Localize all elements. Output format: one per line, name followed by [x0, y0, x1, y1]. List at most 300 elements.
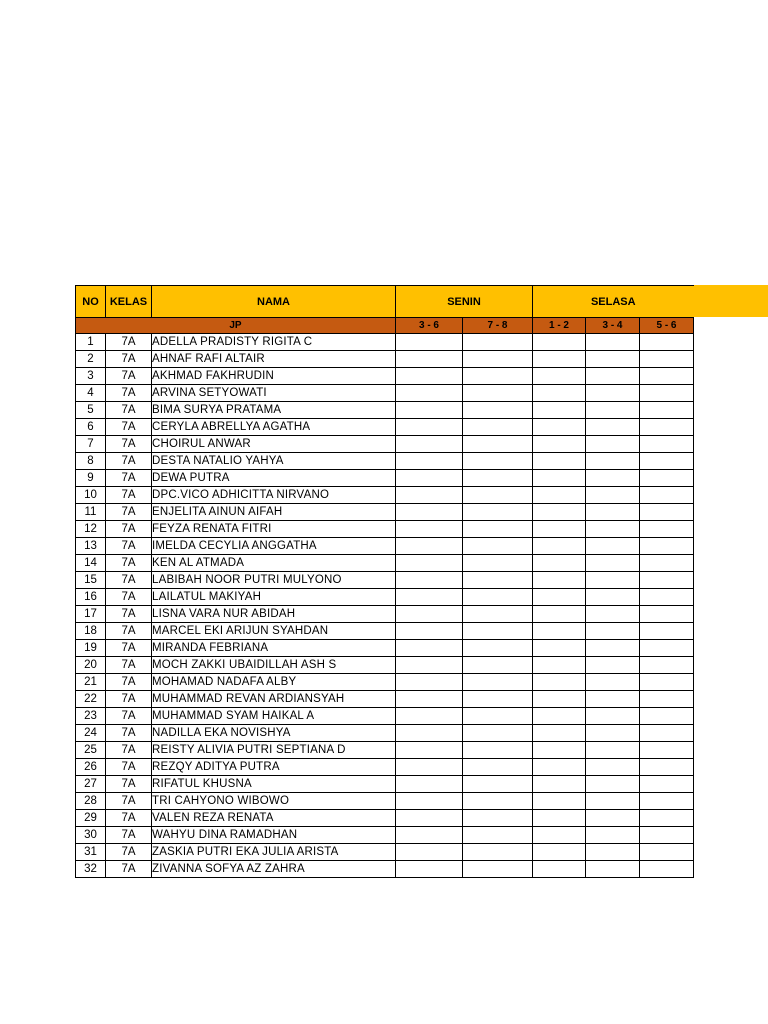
row-number: 30 — [76, 827, 106, 844]
grade-cell[interactable] — [640, 538, 694, 555]
grade-cell[interactable] — [396, 623, 463, 640]
grade-cell[interactable] — [533, 351, 586, 368]
table-row — [76, 402, 694, 419]
row-nama: REISTY ALIVIA PUTRI SEPTIANA D — [152, 742, 396, 759]
grade-cell[interactable] — [586, 606, 640, 623]
session-header: 1 - 2 — [533, 318, 586, 334]
grade-cell[interactable] — [586, 589, 640, 606]
grade-cell[interactable] — [396, 368, 463, 385]
grade-cell[interactable] — [533, 793, 586, 810]
grade-cell[interactable] — [640, 521, 694, 538]
grade-cell[interactable] — [463, 623, 533, 640]
grade-cell[interactable] — [396, 385, 463, 402]
grade-cell[interactable] — [533, 776, 586, 793]
grade-cell[interactable] — [640, 844, 694, 861]
student-rows — [76, 334, 694, 878]
row-nama: NADILLA EKA NOVISHYA — [152, 725, 396, 742]
row-nama: LISNA VARA NUR ABIDAH — [152, 606, 396, 623]
grade-cell[interactable] — [396, 861, 463, 878]
session-header: 3 - 4 — [586, 318, 640, 334]
grade-cell[interactable] — [463, 538, 533, 555]
grade-cell[interactable] — [396, 555, 463, 572]
col-nama-header: NAMA — [152, 286, 396, 318]
grade-cell[interactable] — [640, 776, 694, 793]
grade-cell[interactable] — [640, 623, 694, 640]
row-number: 13 — [76, 538, 106, 555]
table-row — [76, 572, 694, 589]
grade-cell[interactable] — [640, 827, 694, 844]
row-number: 8 — [76, 453, 106, 470]
row-number: 24 — [76, 725, 106, 742]
grade-cell[interactable] — [533, 368, 586, 385]
grade-cell[interactable] — [533, 708, 586, 725]
grade-cell[interactable] — [586, 674, 640, 691]
table-row — [76, 776, 694, 793]
grade-cell[interactable] — [396, 334, 463, 351]
grade-cell[interactable] — [640, 334, 694, 351]
grade-cell[interactable] — [463, 589, 533, 606]
grade-cell[interactable] — [396, 589, 463, 606]
row-kelas: 7A — [106, 334, 152, 351]
grade-cell[interactable] — [640, 708, 694, 725]
grade-cell[interactable] — [640, 419, 694, 436]
grade-cell[interactable] — [533, 742, 586, 759]
grade-cell[interactable] — [463, 351, 533, 368]
grade-cell[interactable] — [586, 844, 640, 861]
row-number: 26 — [76, 759, 106, 776]
table-row — [76, 385, 694, 402]
grade-cell[interactable] — [586, 742, 640, 759]
grade-cell[interactable] — [463, 368, 533, 385]
row-number: 25 — [76, 742, 106, 759]
grade-cell[interactable] — [463, 436, 533, 453]
row-kelas: 7A — [106, 419, 152, 436]
session-header: 3 - 6 — [396, 318, 463, 334]
grade-cell[interactable] — [533, 402, 586, 419]
grade-cell[interactable] — [533, 759, 586, 776]
grade-cell[interactable] — [533, 844, 586, 861]
grade-cell[interactable] — [396, 674, 463, 691]
grade-cell[interactable] — [586, 776, 640, 793]
grade-cell[interactable] — [533, 606, 586, 623]
grade-cell[interactable] — [640, 725, 694, 742]
grade-cell[interactable] — [533, 572, 586, 589]
grade-cell[interactable] — [396, 640, 463, 657]
row-kelas: 7A — [106, 674, 152, 691]
grade-cell[interactable] — [396, 657, 463, 674]
jp-label: JP — [76, 318, 396, 334]
grade-cell[interactable] — [533, 487, 586, 504]
grade-cell[interactable] — [396, 470, 463, 487]
grade-cell[interactable] — [640, 640, 694, 657]
grade-cell[interactable] — [640, 589, 694, 606]
table-row — [76, 844, 694, 861]
grade-cell[interactable] — [640, 470, 694, 487]
row-kelas: 7A — [106, 606, 152, 623]
row-nama: CERYLA ABRELLYA AGATHA — [152, 419, 396, 436]
row-number: 5 — [76, 402, 106, 419]
row-kelas: 7A — [106, 691, 152, 708]
grade-cell[interactable] — [463, 453, 533, 470]
row-kelas: 7A — [106, 861, 152, 878]
grade-cell[interactable] — [463, 708, 533, 725]
row-number: 6 — [76, 419, 106, 436]
grade-cell[interactable] — [586, 368, 640, 385]
grade-cell[interactable] — [533, 861, 586, 878]
grade-cell[interactable] — [586, 555, 640, 572]
grade-cell[interactable] — [533, 419, 586, 436]
grade-cell[interactable] — [586, 623, 640, 640]
row-nama: MOHAMAD NADAFA ALBY — [152, 674, 396, 691]
table-row — [76, 742, 694, 759]
table-row — [76, 606, 694, 623]
grade-cell[interactable] — [463, 385, 533, 402]
grade-cell[interactable] — [586, 640, 640, 657]
row-number: 21 — [76, 674, 106, 691]
grade-cell[interactable] — [463, 776, 533, 793]
row-nama: KEN AL ATMADA — [152, 555, 396, 572]
row-nama: MOCH ZAKKI UBAIDILLAH ASH S — [152, 657, 396, 674]
row-nama: ZASKIA PUTRI EKA JULIA ARISTA — [152, 844, 396, 861]
row-nama: BIMA SURYA PRATAMA — [152, 402, 396, 419]
table-row — [76, 504, 694, 521]
grade-cell[interactable] — [396, 504, 463, 521]
grade-cell[interactable] — [586, 725, 640, 742]
grade-cell[interactable] — [640, 793, 694, 810]
grade-cell[interactable] — [463, 487, 533, 504]
grade-cell[interactable] — [463, 844, 533, 861]
grade-cell[interactable] — [586, 810, 640, 827]
session-header: 7 - 8 — [463, 318, 533, 334]
grade-cell[interactable] — [640, 436, 694, 453]
grade-cell[interactable] — [533, 521, 586, 538]
grade-cell[interactable] — [463, 470, 533, 487]
row-number: 2 — [76, 351, 106, 368]
row-kelas: 7A — [106, 640, 152, 657]
row-kelas: 7A — [106, 521, 152, 538]
grade-cell[interactable] — [640, 572, 694, 589]
row-nama: AHNAF RAFI ALTAIR — [152, 351, 396, 368]
row-nama: ENJELITA AINUN AIFAH — [152, 504, 396, 521]
row-number: 22 — [76, 691, 106, 708]
grade-cell[interactable] — [396, 521, 463, 538]
table-row — [76, 419, 694, 436]
table-row — [76, 861, 694, 878]
grade-cell[interactable] — [463, 674, 533, 691]
grade-cell[interactable] — [640, 657, 694, 674]
grade-cell[interactable] — [586, 453, 640, 470]
table-row — [76, 810, 694, 827]
grade-cell[interactable] — [463, 606, 533, 623]
grade-cell[interactable] — [533, 657, 586, 674]
grade-cell[interactable] — [396, 742, 463, 759]
row-number: 31 — [76, 844, 106, 861]
table-row — [76, 827, 694, 844]
grade-cell[interactable] — [396, 402, 463, 419]
table-row — [76, 453, 694, 470]
row-kelas: 7A — [106, 725, 152, 742]
row-nama: DEWA PUTRA — [152, 470, 396, 487]
grade-cell[interactable] — [533, 623, 586, 640]
row-kelas: 7A — [106, 810, 152, 827]
grade-cell[interactable] — [640, 385, 694, 402]
grade-cell[interactable] — [533, 436, 586, 453]
grade-cell[interactable] — [396, 691, 463, 708]
grade-cell[interactable] — [586, 657, 640, 674]
grade-cell[interactable] — [463, 827, 533, 844]
grade-cell[interactable] — [533, 827, 586, 844]
grade-cell[interactable] — [396, 827, 463, 844]
grade-cell[interactable] — [463, 572, 533, 589]
grade-cell[interactable] — [533, 470, 586, 487]
grade-cell[interactable] — [640, 861, 694, 878]
grade-cell[interactable] — [396, 810, 463, 827]
grade-cell[interactable] — [586, 436, 640, 453]
table-row — [76, 487, 694, 504]
grade-cell[interactable] — [586, 402, 640, 419]
row-kelas: 7A — [106, 589, 152, 606]
grade-cell[interactable] — [640, 453, 694, 470]
grade-cell[interactable] — [586, 759, 640, 776]
row-number: 12 — [76, 521, 106, 538]
row-number: 3 — [76, 368, 106, 385]
row-nama: ARVINA SETYOWATI — [152, 385, 396, 402]
row-number: 27 — [76, 776, 106, 793]
table-row — [76, 470, 694, 487]
grade-cell[interactable] — [533, 555, 586, 572]
row-number: 15 — [76, 572, 106, 589]
grade-cell[interactable] — [463, 810, 533, 827]
row-kelas: 7A — [106, 623, 152, 640]
header-row — [76, 286, 694, 318]
row-nama: REZQY ADITYA PUTRA — [152, 759, 396, 776]
grade-cell[interactable] — [463, 334, 533, 351]
grade-cell[interactable] — [586, 487, 640, 504]
row-nama: LAILATUL MAKIYAH — [152, 589, 396, 606]
grade-cell[interactable] — [396, 606, 463, 623]
row-number: 4 — [76, 385, 106, 402]
row-kelas: 7A — [106, 572, 152, 589]
row-kelas: 7A — [106, 368, 152, 385]
row-kelas: 7A — [106, 504, 152, 521]
grade-cell[interactable] — [640, 810, 694, 827]
row-kelas: 7A — [106, 844, 152, 861]
grade-cell[interactable] — [533, 674, 586, 691]
grade-cell[interactable] — [396, 844, 463, 861]
row-kelas: 7A — [106, 453, 152, 470]
grade-cell[interactable] — [463, 402, 533, 419]
grade-cell[interactable] — [640, 351, 694, 368]
grade-cell[interactable] — [640, 606, 694, 623]
row-kelas: 7A — [106, 759, 152, 776]
grade-cell[interactable] — [586, 538, 640, 555]
table-row — [76, 521, 694, 538]
grade-cell[interactable] — [586, 708, 640, 725]
row-number: 18 — [76, 623, 106, 640]
grade-cell[interactable] — [533, 453, 586, 470]
grade-cell[interactable] — [586, 351, 640, 368]
grade-cell[interactable] — [533, 810, 586, 827]
row-number: 10 — [76, 487, 106, 504]
col-day2-header: SELASA — [533, 286, 694, 318]
row-number: 16 — [76, 589, 106, 606]
table-row — [76, 657, 694, 674]
row-number: 14 — [76, 555, 106, 572]
row-nama: MARCEL EKI ARIJUN SYAHDAN — [152, 623, 396, 640]
row-nama: RIFATUL KHUSNA — [152, 776, 396, 793]
grade-cell[interactable] — [396, 538, 463, 555]
row-number: 9 — [76, 470, 106, 487]
subheader-row — [76, 318, 694, 334]
row-nama: WAHYU DINA RAMADHAN — [152, 827, 396, 844]
row-number: 11 — [76, 504, 106, 521]
grade-cell[interactable] — [533, 538, 586, 555]
grade-cell[interactable] — [640, 504, 694, 521]
grade-cell[interactable] — [586, 385, 640, 402]
row-nama: MUHAMMAD SYAM HAIKAL A — [152, 708, 396, 725]
grade-cell[interactable] — [463, 861, 533, 878]
row-kelas: 7A — [106, 402, 152, 419]
row-kelas: 7A — [106, 555, 152, 572]
grade-cell[interactable] — [463, 640, 533, 657]
row-nama: IMELDA CECYLIA ANGGATHA — [152, 538, 396, 555]
table-row — [76, 436, 694, 453]
grade-table — [75, 285, 694, 878]
row-number: 28 — [76, 793, 106, 810]
row-number: 29 — [76, 810, 106, 827]
grade-cell[interactable] — [396, 708, 463, 725]
grade-cell[interactable] — [396, 436, 463, 453]
row-kelas: 7A — [106, 793, 152, 810]
grade-cell[interactable] — [463, 419, 533, 436]
grade-cell[interactable] — [463, 759, 533, 776]
grade-cell[interactable] — [396, 759, 463, 776]
grade-cell[interactable] — [533, 725, 586, 742]
grade-cell[interactable] — [640, 555, 694, 572]
grade-cell[interactable] — [463, 742, 533, 759]
row-nama: FEYZA RENATA FITRI — [152, 521, 396, 538]
row-kelas: 7A — [106, 351, 152, 368]
grade-cell[interactable] — [533, 691, 586, 708]
grade-cell[interactable] — [586, 691, 640, 708]
row-number: 20 — [76, 657, 106, 674]
row-number: 19 — [76, 640, 106, 657]
grade-cell[interactable] — [586, 334, 640, 351]
grade-cell[interactable] — [533, 385, 586, 402]
grade-cell[interactable] — [586, 470, 640, 487]
grade-cell[interactable] — [533, 504, 586, 521]
row-nama: DPC.VICO ADHICITTA NIRVANO — [152, 487, 396, 504]
table-row — [76, 623, 694, 640]
row-kelas: 7A — [106, 538, 152, 555]
grade-cell[interactable] — [463, 793, 533, 810]
table-row — [76, 640, 694, 657]
grade-cell[interactable] — [533, 640, 586, 657]
row-nama: TRI CAHYONO WIBOWO — [152, 793, 396, 810]
grade-cell[interactable] — [586, 572, 640, 589]
grade-cell[interactable] — [533, 334, 586, 351]
table-row — [76, 589, 694, 606]
row-number: 32 — [76, 861, 106, 878]
grade-cell[interactable] — [640, 487, 694, 504]
grade-cell[interactable] — [396, 793, 463, 810]
row-nama: MUHAMMAD REVAN ARDIANSYAH — [152, 691, 396, 708]
table-row — [76, 759, 694, 776]
table-row — [76, 708, 694, 725]
grade-cell[interactable] — [463, 555, 533, 572]
grade-cell[interactable] — [586, 521, 640, 538]
table-row — [76, 674, 694, 691]
grade-cell[interactable] — [396, 453, 463, 470]
row-kelas: 7A — [106, 742, 152, 759]
grade-cell[interactable] — [586, 793, 640, 810]
row-nama: ADELLA PRADISTY RIGITA C — [152, 334, 396, 351]
row-kelas: 7A — [106, 708, 152, 725]
grade-cell[interactable] — [463, 691, 533, 708]
grade-cell[interactable] — [396, 776, 463, 793]
row-nama: VALEN REZA RENATA — [152, 810, 396, 827]
row-kelas: 7A — [106, 385, 152, 402]
grade-cell[interactable] — [586, 419, 640, 436]
grade-cell[interactable] — [463, 725, 533, 742]
grade-cell[interactable] — [463, 657, 533, 674]
grade-cell[interactable] — [640, 402, 694, 419]
col-no-header: NO — [76, 286, 106, 318]
session-header: 5 - 6 — [640, 318, 694, 334]
grade-cell[interactable] — [586, 504, 640, 521]
row-number: 1 — [76, 334, 106, 351]
grade-cell[interactable] — [586, 861, 640, 878]
row-nama: CHOIRUL ANWAR — [152, 436, 396, 453]
col-day1-header: SENIN — [396, 286, 533, 318]
row-kelas: 7A — [106, 436, 152, 453]
table-row — [76, 368, 694, 385]
grade-cell[interactable] — [463, 521, 533, 538]
row-nama: AKHMAD FAKHRUDIN — [152, 368, 396, 385]
grade-cell[interactable] — [396, 419, 463, 436]
grade-cell[interactable] — [640, 742, 694, 759]
col-kelas-header: KELAS — [106, 286, 152, 318]
row-kelas: 7A — [106, 776, 152, 793]
row-kelas: 7A — [106, 470, 152, 487]
grade-cell[interactable] — [640, 759, 694, 776]
grade-cell[interactable] — [640, 368, 694, 385]
row-nama: MIRANDA FEBRIANA — [152, 640, 396, 657]
table-row — [76, 538, 694, 555]
row-kelas: 7A — [106, 827, 152, 844]
grade-cell[interactable] — [533, 589, 586, 606]
row-nama: DESTA NATALIO YAHYA — [152, 453, 396, 470]
header-band-overflow — [693, 285, 768, 317]
grade-cell[interactable] — [586, 827, 640, 844]
table-row — [76, 555, 694, 572]
grade-cell[interactable] — [396, 487, 463, 504]
grade-cell[interactable] — [396, 351, 463, 368]
row-number: 17 — [76, 606, 106, 623]
table-row — [76, 691, 694, 708]
table-row — [76, 793, 694, 810]
table-row — [76, 351, 694, 368]
row-kelas: 7A — [106, 657, 152, 674]
grade-cell[interactable] — [640, 674, 694, 691]
grade-cell[interactable] — [463, 504, 533, 521]
table-row — [76, 334, 694, 351]
table-row — [76, 725, 694, 742]
grade-cell[interactable] — [396, 572, 463, 589]
row-kelas: 7A — [106, 487, 152, 504]
grade-cell[interactable] — [396, 725, 463, 742]
grade-cell[interactable] — [640, 691, 694, 708]
